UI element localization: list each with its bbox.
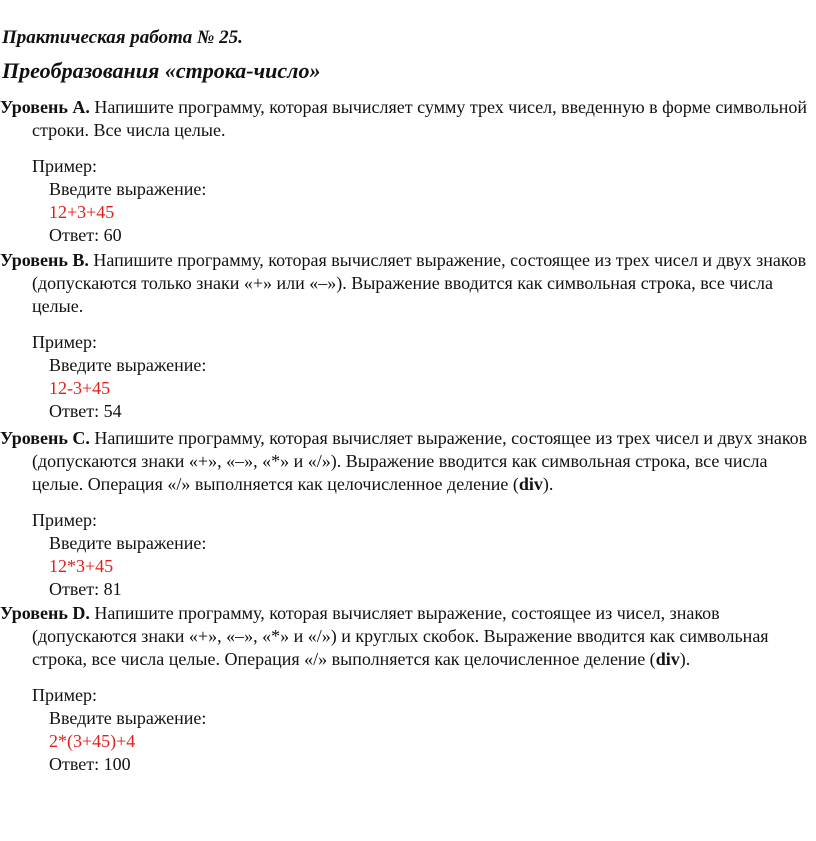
level-a-task [0,96,814,142]
level-d-task-text: Напишите программу, которая вычисляет выражение, состоящее из чисел, знаков (допускаются знаки «+», «–», «*» и «/») и круглых скобок. Выражение вводится как символьная строка, все числа целые. Операция «/» выполняется как целочисленное деление ( [32,603,769,669]
level-d-input: 2*(3+45)+4 [49,731,136,751]
level-d-prompt: Введите выражение: [49,708,207,728]
level-b-answer: Ответ: 54 [49,401,122,421]
level-b-example-label: Пример: [32,332,98,352]
level-c-prompt: Введите выражение: [49,533,207,553]
level-a-label: Уровень A. [0,97,90,117]
level-d-example-label: Пример: [32,685,98,705]
level-c-task-text: Напишите программу, которая вычисляет выражение, состоящее из трех чисел и двух знаков (допускаются знаки «+», «–», «*» и «/»). Выражение вводится как символьная строка, все числа целые. Операция «/» выполняется как целочисленное деление ( [32,428,808,494]
level-d-label: Уровень D. [0,603,90,623]
level-a-answer: Ответ: 60 [49,225,122,245]
level-c-example-label: Пример: [32,510,98,530]
topic-title: Преобразования «строка-число» [2,58,321,83]
level-d-task-end: ). [679,649,691,669]
level-a-input: 12+3+45 [49,202,115,222]
level-a-prompt: Введите выражение: [49,179,207,199]
level-a-example [0,155,814,247]
level-b-example [0,331,814,423]
level-d-answer: Ответ: 100 [49,754,131,774]
level-a-example-label: Пример: [32,156,98,176]
level-b-section [0,249,814,423]
level-d-section [0,602,814,776]
level-b-task-text: Напишите программу, которая вычисляет выражение, состоящее из трех чисел и двух знаков (допускаются только знаки «+» или «–»). Выражение вводится как символьная строка, все числа целые. [32,250,807,316]
level-c-answer: Ответ: 81 [49,579,122,599]
level-d-task [0,602,814,671]
level-d-example [0,684,814,776]
level-c-label: Уровень C. [0,428,90,448]
work-title: Практическая работа № 25. [2,27,243,48]
level-b-input: 12-3+45 [49,378,111,398]
level-c-task-end: ). [542,474,554,494]
level-c-input: 12*3+45 [49,556,114,576]
level-c-div-keyword: div [518,474,543,494]
level-c-example [0,509,814,601]
level-c-task [0,427,814,496]
level-a-section [0,96,814,247]
level-c-section [0,427,814,601]
level-d-div-keyword: div [655,649,680,669]
level-b-label: Уровень B. [0,250,89,270]
level-b-prompt: Введите выражение: [49,355,207,375]
level-b-task [0,249,814,318]
level-a-task-text: Напишите программу, которая вычисляет сумму трех чисел, введенную в форме символьной строки. Все числа целые. [32,97,808,140]
